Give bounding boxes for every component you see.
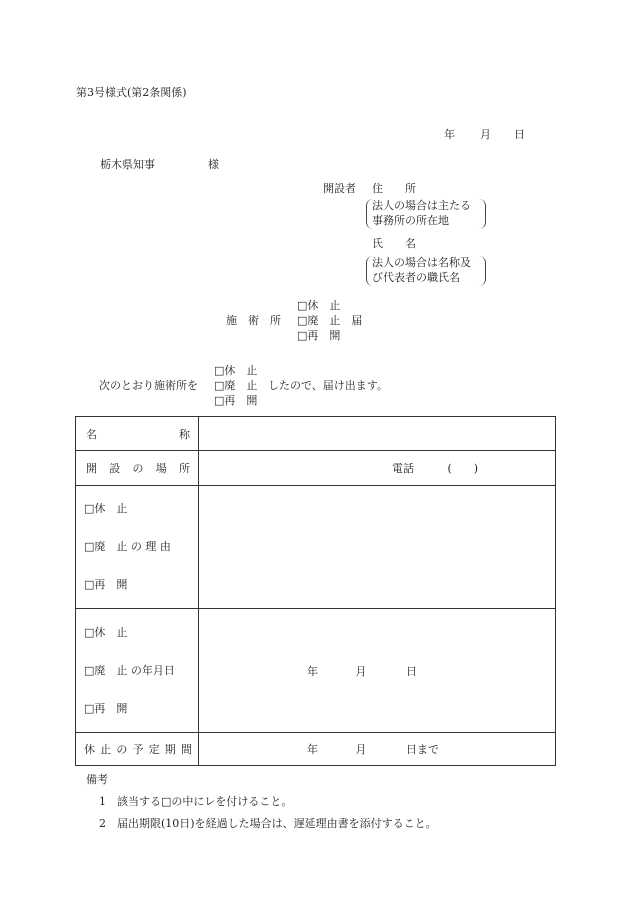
date-year-label: 年: [444, 128, 455, 141]
date-option-abolish: □廃 止 の年月日: [84, 663, 175, 677]
reason-option-abolish: □廃 止 の 理 由: [84, 540, 171, 553]
location-label-char: 所: [179, 462, 190, 475]
row-planned: [76, 733, 556, 766]
location-label-char: 設: [109, 462, 121, 475]
row-reason: [76, 486, 556, 609]
remarks-item-2-text: 届出期限(10日)を経過した場合は、遅延理由書を添付すること。: [117, 817, 437, 830]
planned-label-char: 期: [164, 743, 176, 756]
date-value-year: 年: [307, 664, 318, 678]
name-note-line2: び代表者の職氏名: [372, 271, 460, 284]
reason-option-suspend: □休 止: [84, 502, 128, 515]
reason-value-cell[interactable]: [199, 486, 556, 609]
form-table: [75, 416, 556, 766]
name-value-cell[interactable]: [199, 417, 556, 451]
title-option-suspend: □休 止: [297, 299, 341, 312]
planned-label-char: の: [116, 743, 128, 756]
phone-paren: ( ): [447, 462, 479, 475]
reason-label-cell: [76, 486, 199, 609]
addressee-honorific: 様: [208, 158, 219, 171]
date-month-label: 月: [480, 128, 491, 141]
name-label-cell: [76, 417, 199, 451]
row-name: [76, 417, 556, 451]
planned-value-cell[interactable]: [199, 733, 556, 766]
addressee-name: 栃木県知事: [100, 158, 155, 171]
location-label-char: 開: [86, 462, 97, 475]
row-date: [76, 609, 556, 733]
address-note-line1: 法人の場合は主たる: [372, 199, 471, 212]
location-label-char: の: [132, 462, 144, 475]
name-label-char-2: 称: [179, 427, 190, 441]
planned-label-char: 間: [180, 743, 192, 756]
planned-label-char: 休: [84, 743, 95, 756]
location-label-cell: [76, 451, 199, 486]
date-value-month: 月: [355, 664, 367, 678]
statement-suffix: したので、届け出ます。: [268, 379, 388, 392]
title-option-resume: □再 開: [297, 329, 341, 342]
phone-label: 電話: [392, 462, 414, 475]
date-option-suspend: □休 止: [84, 625, 128, 639]
date-option-resume: □再 開: [84, 701, 128, 715]
applicant-title: 開設者: [323, 182, 356, 195]
remarks-item-1-num: 1: [99, 795, 106, 808]
remarks-item-1-text: 該当する□の中にレを付けること。: [117, 795, 293, 808]
location-label-char: 場: [155, 462, 167, 475]
planned-value-month: 月: [355, 743, 367, 756]
reason-option-resume: □再 開: [84, 578, 128, 591]
row-location: [76, 451, 556, 486]
location-value-cell[interactable]: [199, 451, 556, 486]
statement-prefix: 次のとおり施術所を: [99, 379, 198, 392]
statement-option-suspend: □休 止: [214, 364, 258, 377]
date-label-cell: [76, 609, 199, 733]
address-note-bracket: [366, 199, 486, 229]
planned-label-char: 定: [148, 743, 160, 756]
planned-value-year: 年: [307, 743, 318, 756]
subject-label: 施 術 所: [226, 314, 281, 327]
planned-label-char: 止: [100, 743, 112, 756]
address-label: 住 所: [372, 182, 416, 195]
title-option-abolish: □廃 止 届: [297, 314, 363, 327]
date-value-cell[interactable]: [199, 609, 556, 733]
remarks-item-2-num: 2: [99, 817, 106, 830]
planned-value-day: 日まで: [406, 743, 439, 756]
address-note-line2: 事務所の所在地: [372, 214, 449, 227]
remarks-heading: 備考: [86, 773, 108, 786]
name-note-bracket: [366, 256, 486, 286]
name-label-char-1: 名: [86, 427, 97, 441]
planned-label-cell: [76, 733, 199, 766]
date-day-label: 日: [514, 128, 525, 141]
form-number: 第3号様式(第2条関係): [76, 86, 187, 99]
statement-option-abolish: □廃 止: [214, 379, 258, 392]
name-label: 氏 名: [372, 237, 416, 250]
name-note-line1: 法人の場合は名称及: [372, 256, 471, 269]
planned-label-char: 予: [132, 743, 144, 756]
statement-option-resume: □再 開: [214, 394, 258, 407]
date-value-day: 日: [406, 664, 417, 678]
